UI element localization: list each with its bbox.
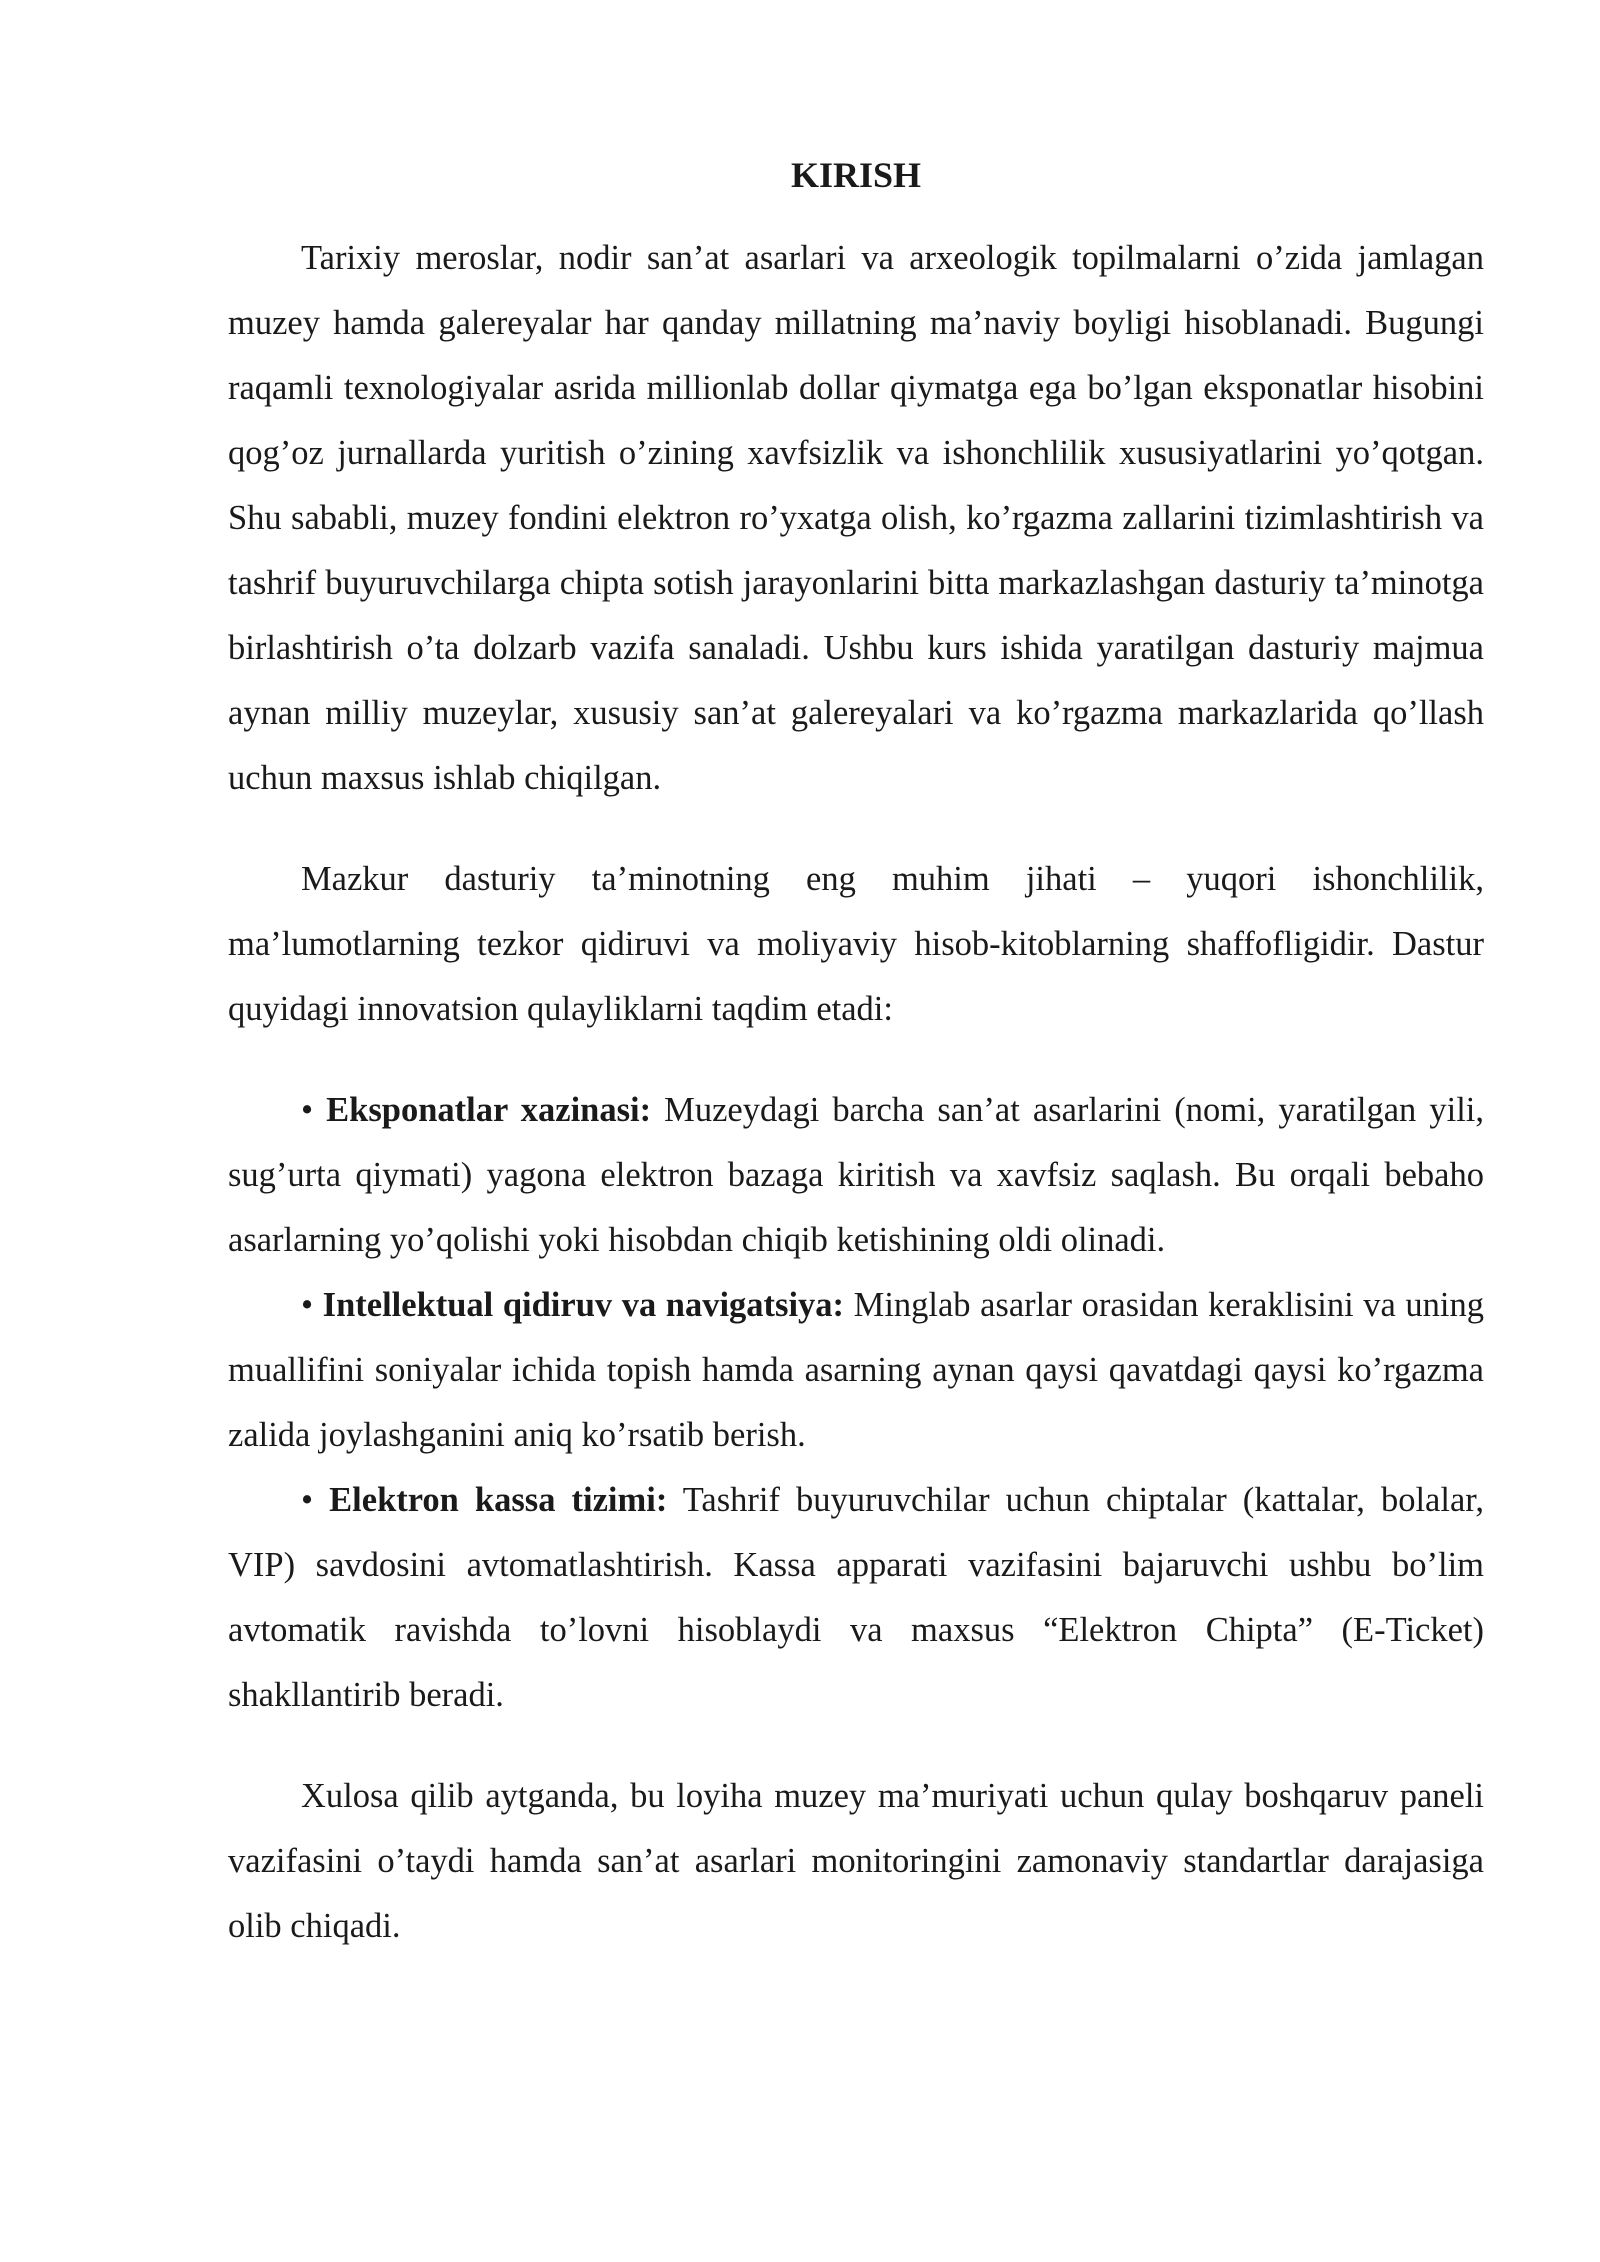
bullet-text: Tashrif buyuruvchilar uchun chiptalar (kattalar, bolalar, VIP) savdosini avtomatlashtirish. Kassa apparati vazifasini bajaruvchi ushbu bo’lim avtomatik ravishda to’lovni hisoblaydi va maxsus “Elektron Chipta” (E-Ticket) shakllantirib beradi. (228, 1481, 1484, 1714)
bullet-marker: • (301, 1286, 314, 1324)
bullet-text: Muzeydagi barcha san’at asarlarini (nomi, yaratilgan yili, sug’urta qiymati) yagona elektron bazaga kiritish va xavfsiz saqlash. Bu orqali bebaho asarlarning yo’qolishi yoki hisobdan chiqib ketishining oldi olinadi. (228, 1091, 1485, 1259)
intro-paragraph: Tarixiy meroslar, nodir san’at asarlari va arxeologik topilmalarni o’zida jamlagan muzey hamda galereyalar har qanday millatning ma’naviy boyligi hisoblanadi. Bugungi raqamli texnologiyalar asrida millionlab dollar qiymatga ega bo’lgan eksponatlar hisobini qog’oz jurnallarda yuritish o’zining xavfsizlik va ishonchlilik xususiyatlarini yo’qotgan. Shu sababli, muzey fondini elektron ro’yxatga olish, ko’rgazma zallarini tizimlashtirish va tashrif buyuruvchilarga chipta sotish jarayonlarini bitta markazlashgan dasturiy ta’minotga birlashtirish o’ta dolzarb vazifa sanaladi. Ushbu kurs ishida yaratilgan dasturiy majmua aynan milliy muzeylar, xususiy san’at galereyalari va ko’rgazma markazlarida qo’llash uchun maxsus ishlab chiqilgan. (228, 239, 1484, 797)
bullet-marker: • (301, 1091, 314, 1129)
conclusion-paragraph: Xulosa qilib aytganda, bu loyiha muzey ma’muriyati uchun qulay boshqaruv paneli vazifasini o’taydi hamda san’at asarlari monitoringini zamonaviy standartlar darajasiga olib chiqadi. (228, 1777, 1484, 1945)
spacer (228, 1728, 1484, 1764)
bullet-marker: • (301, 1481, 314, 1519)
bullet-item-exhibits (228, 1078, 1484, 1273)
bullet-term: Intellektual qidiruv va navigatsiya: (322, 1286, 845, 1324)
bullet-item-search (228, 1273, 1484, 1468)
spacer (228, 1042, 1484, 1078)
page-title: KIRISH (790, 155, 922, 195)
features-intro-paragraph: Mazkur dasturiy ta’minotning eng muhim jihati – yuqori ishonchlilik, ma’lumotlarning tezkor qidiruvi va moliyaviy hisob-kitoblarning shaffofligidir. Dastur quyidagi innovatsion qulayliklarni taqdim etadi: (228, 860, 1484, 1028)
bullet-item-cashbox (228, 1468, 1484, 1728)
bullet-term: Eksponatlar xazinasi: (326, 1091, 652, 1129)
spacer (228, 811, 1484, 847)
document-page (228, 150, 1484, 1959)
bullet-text: Minglab asarlar orasidan keraklisini va uning muallifini soniyalar ichida topish hamda asarning aynan qaysi qavatdagi qaysi ko’rgazma zalida joylashganini aniq ko’rsatib berish. (228, 1286, 1485, 1454)
bullet-term: Elektron kassa tizimi: (329, 1481, 668, 1519)
